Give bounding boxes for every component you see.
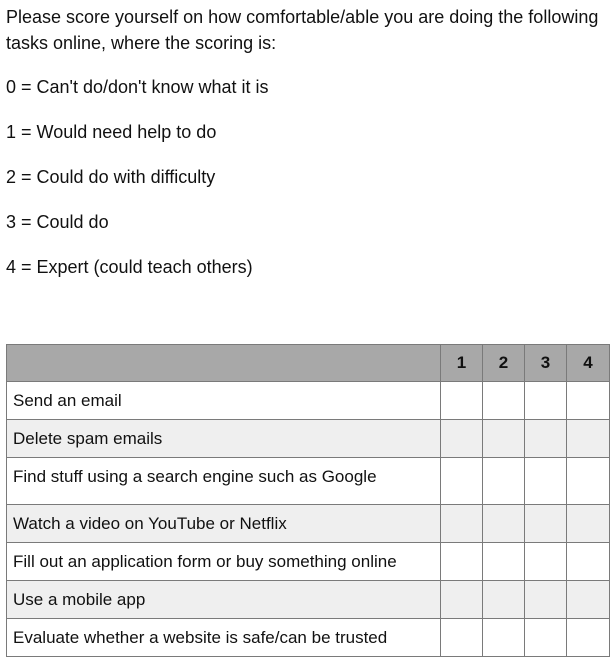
score-cell-1[interactable] <box>441 619 483 657</box>
score-cell-4[interactable] <box>567 581 610 619</box>
instructions-text: Please score yourself on how comfortable/able you are doing the following tasks online, where the scoring is: <box>6 7 599 53</box>
score-cell-4[interactable] <box>567 505 610 543</box>
table-row <box>7 619 610 657</box>
score-header-2: 2 <box>483 345 525 382</box>
score-cell-3[interactable] <box>525 619 567 657</box>
score-cell-4[interactable] <box>567 382 610 420</box>
score-cell-4[interactable] <box>567 543 610 581</box>
table-row <box>7 505 610 543</box>
score-cell-1[interactable] <box>441 382 483 420</box>
score-header-4: 4 <box>567 345 610 382</box>
score-cell-3[interactable] <box>525 420 567 458</box>
table-header-row <box>7 345 610 382</box>
score-cell-1[interactable] <box>441 543 483 581</box>
score-cell-1[interactable] <box>441 581 483 619</box>
task-label: Evaluate whether a website is safe/can be trusted <box>7 619 441 657</box>
task-label: Send an email <box>7 382 441 420</box>
scale-option-0: 0 = Can't do/don't know what it is <box>6 77 269 97</box>
score-cell-4[interactable] <box>567 458 610 505</box>
score-cell-2[interactable] <box>483 458 525 505</box>
task-label: Fill out an application form or buy something online <box>7 543 441 581</box>
score-header-3: 3 <box>525 345 567 382</box>
table-row <box>7 382 610 420</box>
score-cell-2[interactable] <box>483 505 525 543</box>
task-label: Watch a video on YouTube or Netflix <box>7 505 441 543</box>
scale-option-1: 1 = Would need help to do <box>6 122 217 142</box>
score-cell-3[interactable] <box>525 382 567 420</box>
score-cell-2[interactable] <box>483 543 525 581</box>
score-cell-2[interactable] <box>483 382 525 420</box>
score-cell-4[interactable] <box>567 420 610 458</box>
score-cell-1[interactable] <box>441 505 483 543</box>
table-row <box>7 458 610 505</box>
task-column-header <box>7 345 441 382</box>
scale-option-4: 4 = Expert (could teach others) <box>6 257 253 277</box>
score-cell-2[interactable] <box>483 619 525 657</box>
score-cell-1[interactable] <box>441 420 483 458</box>
table-row <box>7 420 610 458</box>
score-cell-2[interactable] <box>483 581 525 619</box>
scale-option-2: 2 = Could do with difficulty <box>6 167 216 187</box>
score-cell-3[interactable] <box>525 505 567 543</box>
table-row <box>7 543 610 581</box>
score-cell-4[interactable] <box>567 619 610 657</box>
score-cell-3[interactable] <box>525 458 567 505</box>
scale-option-3: 3 = Could do <box>6 212 109 232</box>
task-label: Find stuff using a search engine such as Google <box>7 458 441 505</box>
score-header-1: 1 <box>441 345 483 382</box>
self-assessment-table <box>6 344 610 657</box>
task-label: Use a mobile app <box>7 581 441 619</box>
score-cell-1[interactable] <box>441 458 483 505</box>
score-cell-3[interactable] <box>525 581 567 619</box>
table-row <box>7 581 610 619</box>
score-cell-3[interactable] <box>525 543 567 581</box>
score-cell-2[interactable] <box>483 420 525 458</box>
task-label: Delete spam emails <box>7 420 441 458</box>
